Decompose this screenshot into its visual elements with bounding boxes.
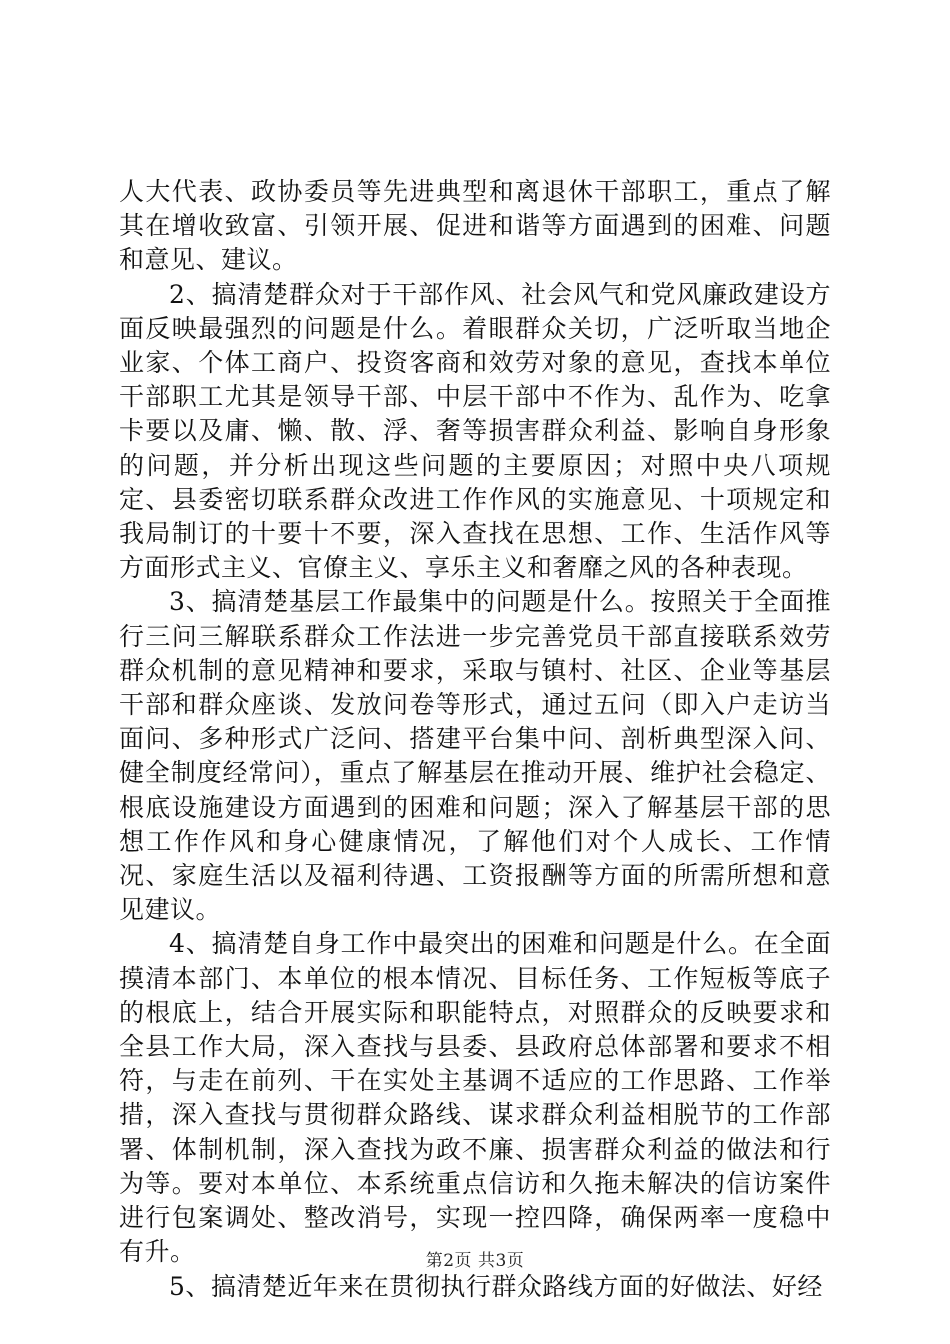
paragraph-item-3: 3、搞清楚基层工作最集中的问题是什么。按照关于全面推行三问三解联系群众工作法进一步完善党员干部直接联系效劳群众机制的意见精神和要求，采取与镇村、社区、企业等基层干部和群众座谈、发放问卷等形式，通过五问（即入户走访当面问、多种形式广泛问、搭建平台集中问、剖析典型深入问、健全制度经常问），重点了解基层在推动开展、维护社会稳定、根底设施建设方面遇到的困难和问题；深入了解基层干部的思想工作作风和身心健康情况，了解他们对个人成长、工作情况、家庭生活以及福利待遇、工资报酬等方面的所需所想和意见建议。 xyxy=(119,587,831,925)
paragraph-item-5: 5、搞清楚近年来在贯彻执行群众路线方面的好做法、好经 xyxy=(169,1271,823,1301)
paragraph-item-4: 4、搞清楚自身工作中最突出的困难和问题是什么。在全面摸清本部门、本单位的根本情况、目标任务、工作短板等底子的根底上，结合开展实际和职能特点，对照群众的反映要求和全县工作大局，深入查找与县委、县政府总体部署和要求不相符，与走在前列、干在实处主基调不适应的工作思路、工作举措，深入查找与贯彻群众路线、谋求群众利益相脱节的工作部署、体制机制，深入查找为政不廉、损害群众利益的做法和行为等。要对本单位、本系统重点信访和久拖未解决的信访案件进行包案调处、整改消号，实现一控四降，确保两率一度稳中有升。 xyxy=(119,929,831,1267)
paragraph-item-2: 2、搞清楚群众对于干部作风、社会风气和党风廉政建设方面反映最强烈的问题是什么。着眼群众关切，广泛听取当地企业家、个体工商户、投资客商和效劳对象的意见，查找本单位干部职工尤其是领导干部、中层干部中不作为、乱作为、吃拿卡要以及庸、懒、散、浮、奢等损害群众利益、影响自身形象的问题，并分析出现这些问题的主要原因；对照中央八项规定、县委密切联系群众改进工作作风的实施意见、十项规定和我局制订的十要十不要，深入查找在思想、工作、生活作风等方面形式主义、官僚主义、享乐主义和奢靡之风的各种表现。 xyxy=(119,279,831,583)
paragraph-continuation: 人大代表、政协委员等先进典型和离退休干部职工，重点了解其在增收致富、引领开展、促进和谐等方面遇到的困难、问题和意见、建议。 xyxy=(119,177,831,275)
page-number-footer: 第2页 共3页 xyxy=(425,1251,525,1271)
document-body xyxy=(119,175,831,1304)
